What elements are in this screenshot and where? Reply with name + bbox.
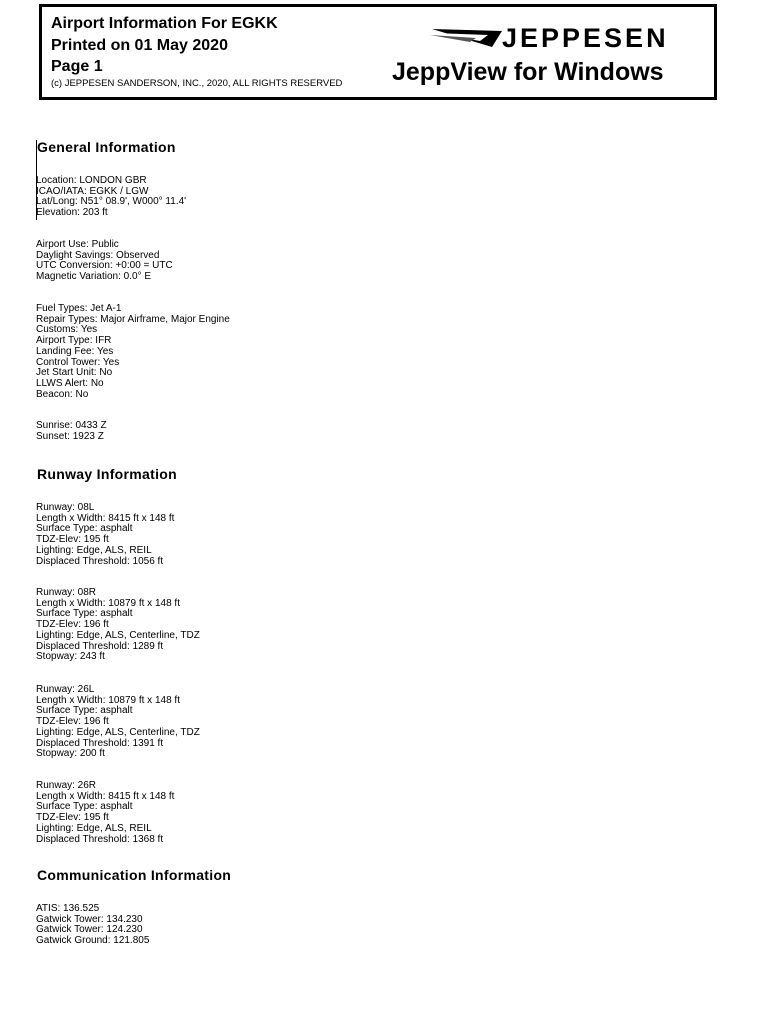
list-item: Lighting: Edge, ALS, REIL bbox=[36, 544, 152, 556]
list-item: Runway: 26R bbox=[36, 780, 97, 791]
page-number: Page 1 bbox=[51, 58, 103, 75]
list-item: Runway: 26L bbox=[36, 684, 95, 695]
list-item: Lat/Long: N51° 08.9', W000° 11.4' bbox=[36, 196, 187, 208]
doc-title: Airport Information For EGKK bbox=[51, 15, 278, 32]
list-item: TDZ-Elev: 195 ft bbox=[36, 534, 109, 546]
list-item: Surface Type: asphalt bbox=[36, 705, 133, 717]
general-facilities-group bbox=[36, 304, 230, 400]
list-item: LLWS Alert: No bbox=[36, 377, 104, 389]
list-item: Displaced Threshold: 1368 ft bbox=[36, 833, 164, 845]
runway-08l-block bbox=[36, 503, 174, 567]
list-item: Location: LONDON GBR bbox=[36, 175, 147, 186]
list-item: Lighting: Edge, ALS, REIL bbox=[36, 822, 152, 834]
list-item: Landing Fee: Yes bbox=[36, 345, 114, 357]
list-item: Surface Type: asphalt bbox=[36, 523, 133, 535]
list-item: Gatwick Tower: 134.230 bbox=[36, 913, 143, 925]
list-item: Displaced Threshold: 1056 ft bbox=[36, 555, 164, 567]
list-item: Sunrise: 0433 Z bbox=[36, 420, 107, 431]
list-item: Repair Types: Major Airframe, Major Engine bbox=[36, 313, 230, 325]
runway-26r-block bbox=[36, 781, 174, 845]
list-item: Lighting: Edge, ALS, Centerline, TDZ bbox=[36, 726, 200, 738]
list-item: Length x Width: 8415 ft x 148 ft bbox=[36, 512, 175, 524]
list-item: Jet Start Unit: No bbox=[36, 367, 113, 379]
communication-block bbox=[36, 904, 149, 947]
list-item: UTC Conversion: +0:00 = UTC bbox=[36, 260, 173, 272]
list-item: Stopway: 243 ft bbox=[36, 651, 105, 663]
header-box bbox=[39, 4, 717, 100]
list-item: Length x Width: 8415 ft x 148 ft bbox=[36, 790, 175, 802]
swoosh-icon bbox=[430, 23, 502, 53]
runway-26l-block bbox=[36, 685, 200, 760]
list-item: Magnetic Variation: 0.0° E bbox=[36, 271, 151, 283]
list-item: Customs: Yes bbox=[36, 324, 98, 336]
runway-08r-block bbox=[36, 588, 200, 663]
list-item: Daylight Savings: Observed bbox=[36, 249, 160, 261]
list-item: Control Tower: Yes bbox=[36, 356, 120, 368]
general-sun-group bbox=[36, 421, 107, 442]
list-item: ATIS: 136.525 bbox=[36, 903, 100, 914]
list-item: Gatwick Ground: 121.805 bbox=[36, 935, 150, 947]
brand-name: JEPPESEN bbox=[502, 23, 669, 53]
general-location-group bbox=[36, 176, 186, 219]
product-name: JeppView for Windows bbox=[392, 58, 664, 86]
list-item: Surface Type: asphalt bbox=[36, 608, 133, 620]
list-item: Sunset: 1923 Z bbox=[36, 430, 104, 442]
list-item: TDZ-Elev: 195 ft bbox=[36, 812, 109, 824]
list-item: ICAO/IATA: EGKK / LGW bbox=[36, 185, 149, 197]
list-item: Displaced Threshold: 1289 ft bbox=[36, 640, 164, 652]
list-item: Stopway: 200 ft bbox=[36, 748, 105, 760]
communication-info-heading: Communication Information bbox=[37, 867, 232, 883]
copyright-notice: (c) JEPPESEN SANDERSON, INC., 2020, ALL RIGHTS RESERVED bbox=[51, 78, 343, 89]
list-item: Elevation: 203 ft bbox=[36, 207, 108, 219]
list-item: Airport Use: Public bbox=[36, 239, 119, 250]
general-info-heading: General Information bbox=[37, 139, 176, 155]
list-item: Runway: 08R bbox=[36, 587, 97, 598]
list-item: Gatwick Tower: 124.230 bbox=[36, 924, 143, 936]
list-item: Beacon: No bbox=[36, 388, 89, 400]
list-item: Runway: 08L bbox=[36, 502, 95, 513]
list-item: Lighting: Edge, ALS, Centerline, TDZ bbox=[36, 629, 200, 641]
list-item: Fuel Types: Jet A-1 bbox=[36, 303, 122, 314]
list-item: Airport Type: IFR bbox=[36, 335, 112, 347]
general-usage-group bbox=[36, 240, 173, 283]
list-item: Surface Type: asphalt bbox=[36, 801, 133, 813]
printed-date: Printed on 01 May 2020 bbox=[51, 37, 228, 54]
list-item: Length x Width: 10879 ft x 148 ft bbox=[36, 597, 180, 609]
list-item: TDZ-Elev: 196 ft bbox=[36, 619, 109, 631]
list-item: Length x Width: 10879 ft x 148 ft bbox=[36, 694, 180, 706]
list-item: Displaced Threshold: 1391 ft bbox=[36, 737, 164, 749]
runway-info-heading: Runway Information bbox=[37, 466, 177, 482]
jeppesen-logo bbox=[430, 23, 702, 53]
list-item: TDZ-Elev: 196 ft bbox=[36, 716, 109, 728]
